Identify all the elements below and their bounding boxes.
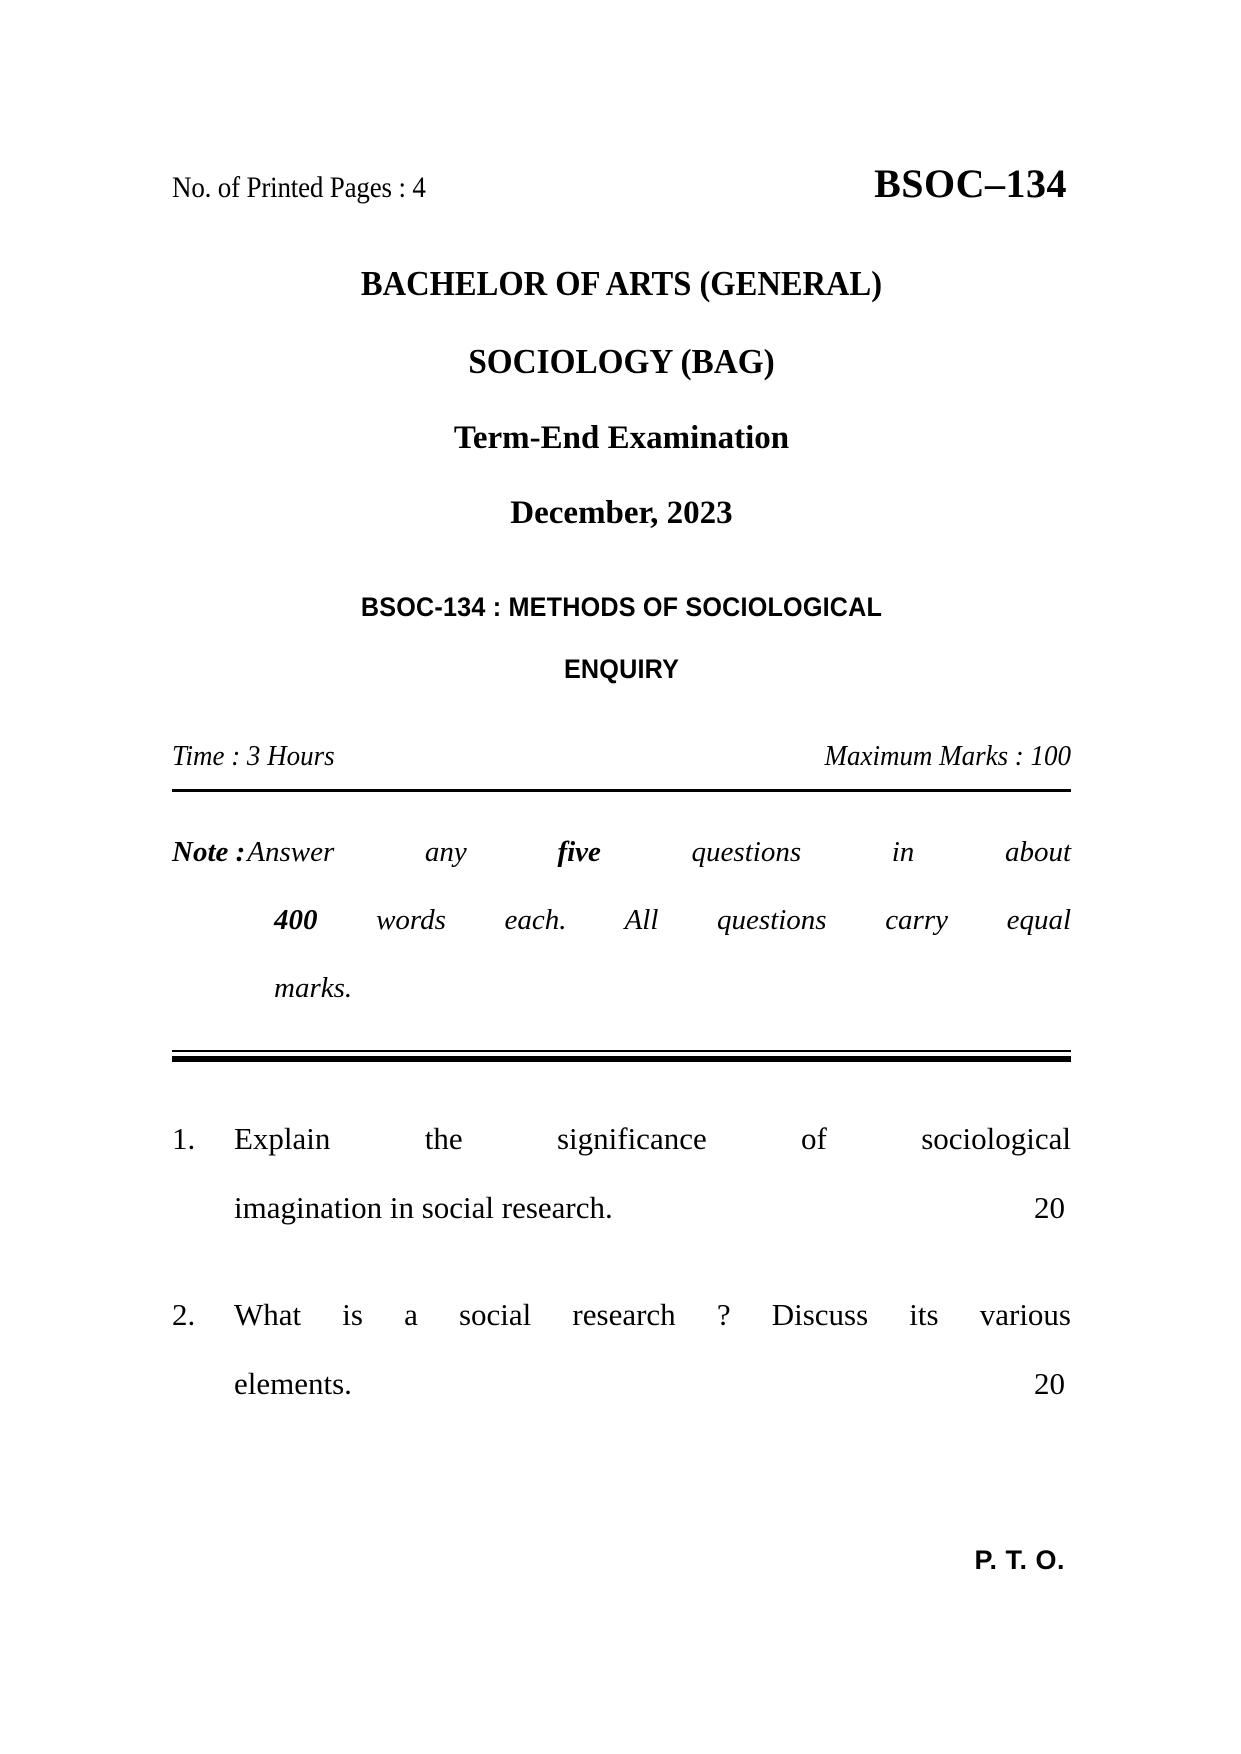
question-text-line: elements.	[234, 1366, 352, 1401]
course-code: BSOC–134	[874, 161, 1067, 206]
note-word: in	[891, 836, 915, 868]
questions-divider	[172, 1050, 1071, 1062]
meta-divider	[172, 789, 1071, 792]
question-text-line: What is a social research ? Discuss its various	[234, 1297, 1071, 1332]
subject-title	[194, 576, 1048, 700]
questions-list	[172, 1104, 1071, 1418]
exam-type: Term-End Examination	[453, 420, 790, 456]
note-first-line	[172, 818, 1071, 886]
question-number: 1.	[172, 1121, 196, 1156]
note-word: All	[624, 904, 659, 936]
note-line-1	[247, 818, 1071, 886]
printed-pages-count: No. of Printed Pages : 4	[172, 171, 426, 204]
subject-title-line-2: ENQUIRY	[563, 654, 680, 684]
discipline-title: SOCIOLOGY (BAG)	[468, 342, 775, 381]
note-word-emphasis: 400	[274, 904, 318, 936]
note-word: equal	[1006, 904, 1072, 936]
note-word: carry	[885, 904, 949, 936]
subject-title-line-1: BSOC-134 : METHODS OF SOCIOLOGICAL	[360, 592, 883, 622]
note-word: any	[424, 836, 467, 868]
instructions-note	[172, 818, 1071, 1022]
question-body	[234, 1104, 1071, 1242]
note-continuation	[274, 886, 1071, 1022]
page-header	[172, 160, 1071, 218]
note-word: about	[1004, 836, 1072, 868]
questions-divider-thick	[172, 1056, 1071, 1062]
question-last-line	[234, 1349, 1071, 1418]
note-word: Answer	[247, 836, 335, 868]
program-title: BACHELOR OF ARTS (GENERAL)	[360, 264, 883, 303]
exam-date: December, 2023	[510, 495, 733, 531]
question-item	[172, 1280, 1071, 1418]
note-word-emphasis: five	[557, 836, 601, 868]
question-marks: 20	[1034, 1366, 1065, 1401]
question-number: 2.	[172, 1297, 196, 1332]
question-last-line	[234, 1173, 1071, 1242]
note-line-3: marks.	[274, 972, 353, 1004]
maximum-marks: Maximum Marks : 100	[824, 740, 1071, 772]
exam-meta-row	[172, 740, 1071, 773]
question-text-line: imagination in social research.	[234, 1190, 613, 1225]
note-line-2	[274, 886, 1071, 954]
note-word: each.	[504, 904, 567, 936]
note-word: words	[376, 904, 446, 936]
question-text-line: Explain the significance of sociological	[234, 1121, 1071, 1156]
note-word: questions	[691, 836, 802, 868]
question-body	[234, 1280, 1071, 1418]
question-marks: 20	[1034, 1190, 1065, 1225]
title-block	[172, 264, 1071, 532]
time-allowed: Time : 3 Hours	[172, 740, 335, 772]
question-item	[172, 1104, 1071, 1242]
page-turn-over-footer: P. T. O.	[974, 1545, 1065, 1575]
note-word: questions	[717, 904, 827, 936]
note-label: Note :	[172, 836, 246, 868]
